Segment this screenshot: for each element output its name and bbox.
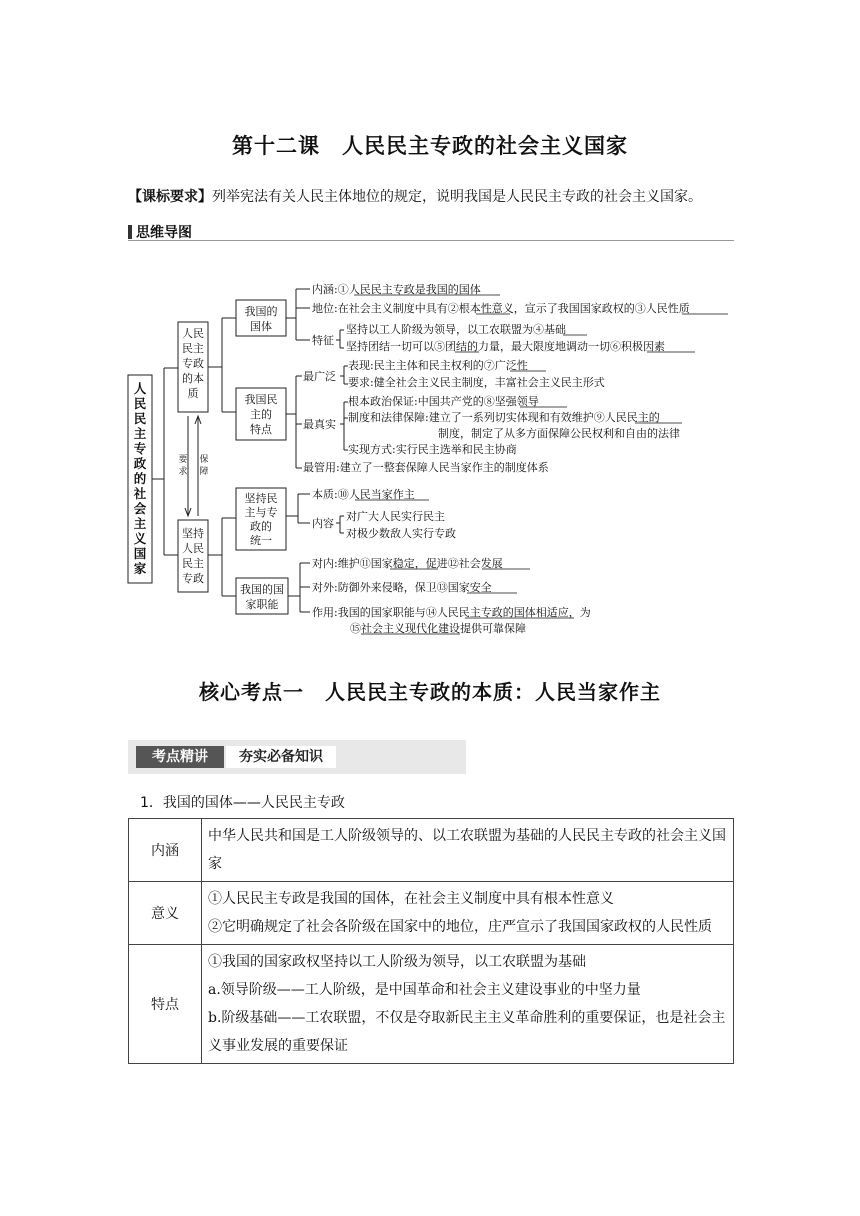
neihan-prefix: 内涵:① [312, 283, 349, 296]
row-line: a.领导阶级——工人阶级，是中国革命和社会主义建设事业的中坚力量 [208, 982, 641, 998]
zuizhenshi-label: 最真实 [303, 418, 336, 431]
svg-text:民主: 民主 [182, 342, 204, 355]
requirement-text: 列举宪法有关人民主体地位的规定，说明我国是人民民主专政的社会主义国家。 [212, 189, 702, 205]
svg-text:专政: 专政 [182, 572, 204, 585]
row-line: ①我国的国家政权坚持以工人阶级为领导，以工农联盟为基础 [208, 954, 586, 970]
svg-text:主: 主 [133, 516, 147, 531]
svg-text:人民: 人民 [182, 542, 204, 555]
svg-text:制度和法律保障:建立了一系列切实体现和有效维护⑨人民民主的 [348, 410, 660, 424]
zuoyong-prefix: 作用:我国的国家职能与⑭ [312, 606, 437, 619]
row-value [202, 882, 734, 945]
zs1-answer: 坚强领导 [494, 395, 539, 408]
tz2-prefix: 坚持团结一切可以⑤ [346, 340, 445, 353]
svg-text:专: 专 [133, 441, 147, 456]
neihan-answer: 人民民主专政是我国的国体 [348, 283, 481, 296]
nr2-text: 对极少数敌人实行专政 [346, 527, 456, 540]
svg-text:专政: 专政 [182, 357, 204, 370]
zs2-prefix: 制度和法律保障:建立了一系列切实体现和有效维护⑨ [348, 411, 605, 424]
zuiguanyong-text: 最管用:建立了一整套保障人民当家作主的制度体系 [303, 461, 549, 474]
zs2-line2: 制度，制定了从多方面保障公民权利和自由的法律 [438, 427, 680, 440]
banner-subtitle: 夯实必备知识 [226, 746, 336, 768]
zs2-answer: 人民民主 [604, 411, 649, 424]
svg-text:质: 质 [187, 387, 199, 400]
zuoyong-suffix: 相适应，为 [535, 606, 591, 619]
svg-text:的本: 的本 [182, 372, 204, 385]
svg-text:我国民: 我国民 [244, 393, 278, 406]
zuoyong2-suffix: 提供可靠保障 [460, 622, 526, 635]
item-heading: 1．我国的国体——人民民主专政 [140, 795, 345, 811]
svg-text:要: 要 [178, 455, 188, 465]
svg-text:主: 主 [133, 426, 147, 441]
duinei-prefix: 对内:维护⑪ [312, 557, 371, 570]
mindmap-heading-label: 思维导图 [136, 225, 192, 241]
svg-text:坚持民: 坚持民 [244, 492, 278, 505]
diwei-answer-1: 根本性 [458, 302, 492, 315]
table-row [129, 945, 734, 1064]
svg-text:障: 障 [199, 467, 209, 477]
svg-text:主与专: 主与专 [244, 506, 278, 519]
row-value [202, 945, 734, 1064]
link-guarantee-label [199, 454, 208, 477]
table-row [129, 882, 734, 945]
table-row [129, 819, 734, 882]
svg-text:⑮社会主义现代化建设提供可靠保障 [350, 621, 526, 635]
svg-text:民主: 民主 [182, 557, 204, 570]
guoti-table [128, 818, 734, 1064]
svg-text:坚持: 坚持 [182, 527, 204, 540]
zuoyong2-prefix: ⑮ [350, 622, 361, 635]
diwei-middle: 意义，宣示了我国国家政权的③ [491, 302, 646, 315]
svg-text:国: 国 [133, 546, 147, 561]
svg-text:特点: 特点 [250, 423, 272, 436]
duinei-middle: ，促进⑫ [414, 557, 459, 570]
svg-text:人民: 人民 [182, 327, 204, 340]
svg-text:主的: 主的 [250, 408, 272, 421]
tz2-answer-1: 团结 [445, 340, 467, 353]
row-label: 意义 [129, 882, 202, 945]
svg-text:对内:维护⑪国家稳定，促进⑫社会发展 [312, 556, 503, 570]
svg-text:坚持团结一切可以⑤团结的力量，最大限度地调动一切⑥积极因素 [346, 339, 665, 353]
benzhi-answer: 人民当家作主 [348, 488, 415, 501]
svg-text:会: 会 [133, 501, 147, 516]
duiwai-answer: 国家安全 [447, 581, 492, 594]
svg-text:统一: 统一 [250, 534, 272, 547]
tz1-prefix: 坚持以工人阶级为领导，以工农联盟为④ [346, 323, 544, 336]
row-label: 特点 [129, 945, 202, 1064]
svg-text:家: 家 [133, 561, 147, 576]
svg-text:表现:民主主体和民主权利的⑦广泛性 [348, 358, 528, 372]
gf1-answer: 广泛性 [494, 359, 528, 372]
svg-text:我国的国: 我国的国 [240, 583, 284, 596]
section-title: 核心考点一 人民民主专政的本质：人民当家作主 [199, 680, 661, 704]
svg-text:社: 社 [133, 486, 147, 501]
zuoyong2-answer: 社会主义现代化建设 [361, 622, 460, 635]
neirong-label: 内容 [312, 517, 334, 530]
svg-text:民: 民 [133, 411, 147, 426]
row-line: b.阶级基础——工农联盟，不仅是夺取新民主主义革命胜利的重要保证，也是社会主义事业发展的重要保证 [208, 1010, 726, 1054]
svg-text:我国的: 我国的 [244, 305, 278, 318]
svg-text:保: 保 [199, 455, 209, 465]
diwei-prefix: 地位:在社会主义制度中具有② [312, 302, 459, 315]
benzhi-prefix: 本质:⑩ [312, 488, 349, 501]
svg-text:人: 人 [133, 381, 147, 396]
requirement-label: 【课标要求】 [128, 189, 212, 205]
zuiguangfan-label: 最广泛 [303, 370, 336, 383]
duinei-answer-2: 社会发展 [458, 557, 503, 570]
svg-text:义: 义 [133, 531, 147, 546]
row-line: ①人民民主专政是我国的国体，在社会主义制度中具有根本性意义 [208, 891, 614, 907]
svg-text:坚持以工人阶级为领导，以工农联盟为④基础 [346, 322, 566, 336]
section-banner [128, 740, 466, 774]
duiwai-prefix: 对外:防御外来侵略，保卫⑬ [312, 581, 448, 594]
zs2-suffix: 的 [648, 411, 660, 424]
link-require-label [178, 454, 187, 477]
svg-text:政的: 政的 [250, 520, 272, 533]
svg-text:内涵:①人民民主专政是我国的国体 [312, 282, 481, 296]
root-label [133, 381, 147, 576]
zs3-text: 实现方式:实行民主选举和民主协商 [348, 443, 517, 456]
row-label: 内涵 [129, 819, 202, 882]
svg-text:国体: 国体 [250, 320, 272, 333]
svg-text:对外:防御外来侵略，保卫⑬国家安全 [312, 580, 492, 594]
row-line: ②它明确规定了社会各阶级在国家中的地位，庄严宣示了我国国家政权的人民性质 [208, 919, 712, 935]
zuoyong-answer: 人民民主专政的国体 [436, 606, 536, 619]
svg-text:民: 民 [133, 396, 147, 411]
banner-label: 考点精讲 [136, 746, 224, 768]
tezheng-label: 特征 [312, 334, 334, 347]
row-value [202, 819, 734, 882]
svg-text:家职能: 家职能 [245, 598, 279, 611]
row-line: 中华人民共和国是工人阶级领导的、以工农联盟为基础的人民民主专政的社会主义国家 [208, 828, 726, 872]
diwei-answer-2: 人民性质 [645, 302, 690, 315]
lesson-title: 第十二课 人民民主专政的社会主义国家 [232, 134, 628, 158]
svg-text:的: 的 [133, 471, 147, 486]
duinei-answer-1: 国家稳定 [370, 557, 415, 570]
zs1-prefix: 根本政治保证:中国共产党的⑧ [348, 395, 495, 408]
svg-text:政: 政 [133, 456, 147, 471]
svg-text:本质:⑩人民当家作主 [312, 487, 415, 501]
tz1-answer: 基础 [544, 323, 566, 336]
svg-text:作用:我国的国家职能与⑭人民民主专政的国体相适应，为 [312, 605, 591, 619]
svg-text:地位:在社会主义制度中具有②根本性意义，宣示了我国国家政权的 [312, 301, 690, 315]
gf2-text: 要求:健全社会主义民主制度，丰富社会主义民主形式 [348, 376, 605, 389]
tz2-answer-2: 积极因素 [621, 340, 665, 353]
nr1-text: 对广大人民实行民主 [346, 510, 445, 523]
gf1-prefix: 表现:民主主体和民主权利的⑦ [348, 359, 495, 372]
tz2-middle: 的力量，最大限度地调动一切⑥ [467, 340, 621, 353]
svg-text:求: 求 [178, 467, 188, 477]
svg-text:根本政治保证:中国共产党的⑧坚强领导 [348, 394, 539, 408]
